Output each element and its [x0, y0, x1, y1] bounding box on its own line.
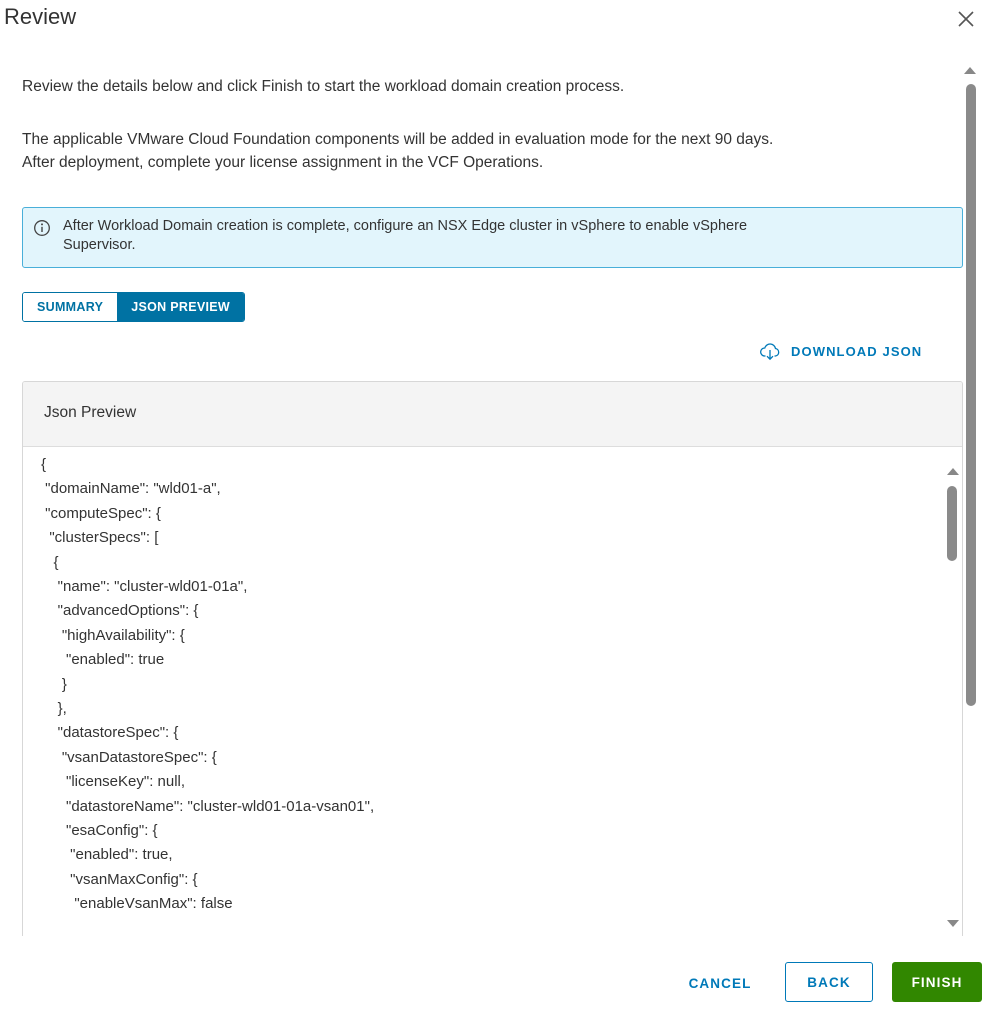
- json-line: "name": "cluster-wld01-01a",: [41, 578, 248, 595]
- json-line: "highAvailability": {: [41, 626, 185, 644]
- scroll-up-arrow-icon[interactable]: [947, 468, 959, 475]
- dialog-title: Review: [4, 4, 77, 29]
- json-preview-header: Json Preview: [23, 382, 962, 447]
- view-toggle: [22, 292, 245, 322]
- json-line: "datastoreSpec": {: [41, 724, 179, 742]
- json-line: "clusterSpecs": [: [41, 529, 159, 547]
- info-alert: [22, 207, 963, 268]
- json-line: "enabled": true,: [41, 846, 173, 864]
- tab-json-preview[interactable]: JSON PREVIEW: [117, 293, 244, 321]
- dialog-content: [0, 56, 1002, 936]
- json-line: "licenseKey": null,: [41, 773, 186, 791]
- json-scroll-thumb[interactable]: [947, 486, 957, 561]
- json-line: "esaConfig": {: [41, 822, 158, 839]
- dialog-scroll-up-arrow-icon[interactable]: [964, 67, 976, 74]
- json-line: },: [41, 700, 67, 717]
- json-line: "computeSpec": {: [41, 504, 161, 522]
- license-text: [22, 128, 952, 174]
- dialog-scroll-thumb[interactable]: [966, 84, 976, 706]
- json-line: {: [41, 553, 59, 571]
- json-line: "enabled": true: [41, 651, 165, 669]
- alert-text: [63, 217, 943, 255]
- json-line: "datastoreName": "cluster-wld01-01a-vsan01",: [41, 797, 375, 815]
- tab-summary[interactable]: SUMMARY: [23, 293, 117, 321]
- json-line: "advancedOptions": {: [41, 602, 199, 620]
- intro-text: Review the details below and click Finish to start the workload domain creation process.: [22, 78, 625, 95]
- alert-line-1: After Workload Domain creation is complete, configure an NSX Edge cluster in vSphere to enable vSphere: [63, 218, 748, 234]
- json-line: "vsanDatastoreSpec": {: [41, 748, 217, 766]
- alert-line-2: Supervisor.: [63, 237, 136, 253]
- json-code-area[interactable]: [23, 448, 963, 936]
- download-json-button[interactable]: [759, 340, 922, 362]
- json-preview-panel: [22, 381, 963, 936]
- close-icon[interactable]: [954, 7, 978, 31]
- cancel-button[interactable]: CANCEL: [688, 975, 752, 991]
- json-line: "vsanMaxConfig": {: [41, 870, 198, 888]
- license-line-2: After deployment, complete your license assignment in the VCF Operations.: [22, 154, 544, 171]
- back-button[interactable]: BACK: [785, 962, 873, 1002]
- download-json-label: DOWNLOAD JSON: [791, 343, 923, 359]
- dialog-scrollbar[interactable]: [960, 64, 982, 704]
- json-line: {: [41, 456, 47, 473]
- cloud-download-icon: [759, 340, 781, 362]
- scroll-down-arrow-icon[interactable]: [947, 920, 959, 927]
- json-line: "domainName": "wld01-a",: [41, 480, 221, 498]
- license-line-1: The applicable VMware Cloud Foundation components will be added in evaluation mode for the next 90 days.: [22, 131, 774, 148]
- info-circle-icon: [33, 219, 51, 237]
- finish-button[interactable]: FINISH: [892, 962, 982, 1002]
- json-line: "enableVsanMax": false: [41, 895, 233, 913]
- json-line: }: [41, 675, 67, 693]
